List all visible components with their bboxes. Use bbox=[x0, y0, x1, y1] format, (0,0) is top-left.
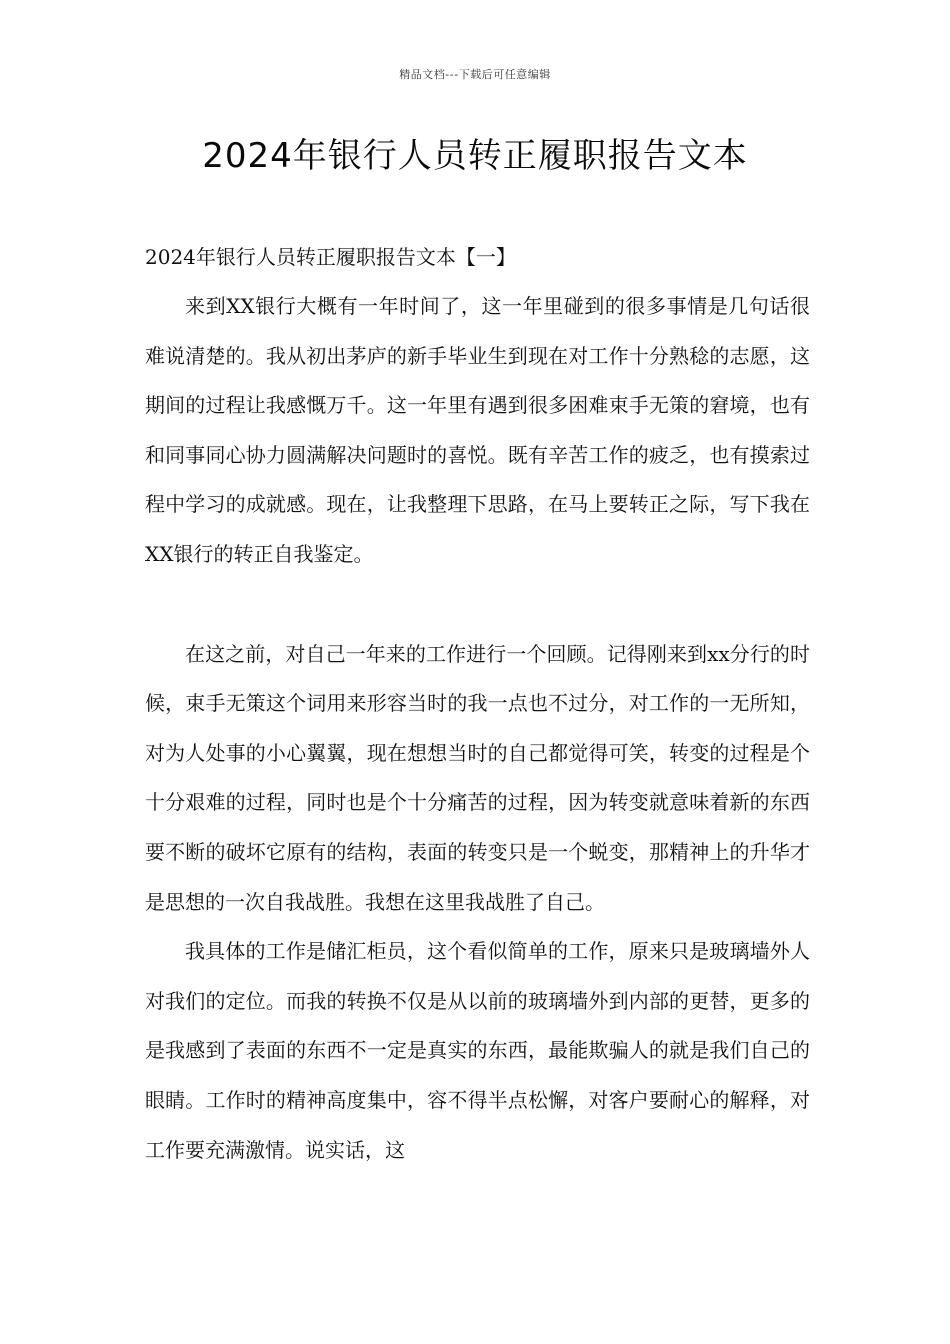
section-heading: 2024年银行人员转正履职报告文本【一】 bbox=[145, 245, 516, 269]
document-title: 2024年银行人员转正履职报告文本 bbox=[202, 136, 748, 176]
paragraph-1: 来到XX银行大概有一年时间了，这一年里碰到的很多事情是几句话很难说清楚的。我从初出茅庐的新手毕业生到现在对工作十分熟稔的志愿，这期间的过程让我感慨万千。这一年里有遇到很多困难束手无策的窘境，也有和同事同心协力圆满解决问题时的喜悦。既有辛苦工作的疲乏，也有摸索过程中学习的成就感。现在，让我整理下思路，在马上要转正之际，写下我在XX银行的转正自我鉴定。 bbox=[145, 294, 810, 566]
paragraph-3: 我具体的工作是储汇柜员，这个看似简单的工作，原来只是玻璃墙外人对我们的定位。而我的转换不仅是从以前的玻璃墙外到内部的更替，更多的是我感到了表面的东西不一定是真实的东西，最能欺骗人的就是我们自己的眼睛。工作时的精神高度集中，容不得半点松懈，对客户要耐心的解释，对工作要充满激情。说实话，这 bbox=[145, 939, 810, 1162]
paragraph-2: 在这之前，对自己一年来的工作进行一个回顾。记得刚来到xx分行的时候，束手无策这个词用来形容当时的我一点也不过分，对工作的一无所知，对为人处事的小心翼翼，现在想想当时的自己都觉得可笑，转变的过程是个十分艰难的过程，同时也是个十分痛苦的过程，因为转变就意味着新的东西要不断的破坏它原有的结构，表面的转变只是一个蜕变，那精神上的升华才是思想的一次自我战胜。我想在这里我战胜了自己。 bbox=[145, 641, 810, 914]
document-body bbox=[145, 232, 810, 1175]
paragraph-spacer bbox=[145, 580, 810, 630]
header-note: 精品文档---下载后可任意编辑 bbox=[399, 68, 551, 81]
